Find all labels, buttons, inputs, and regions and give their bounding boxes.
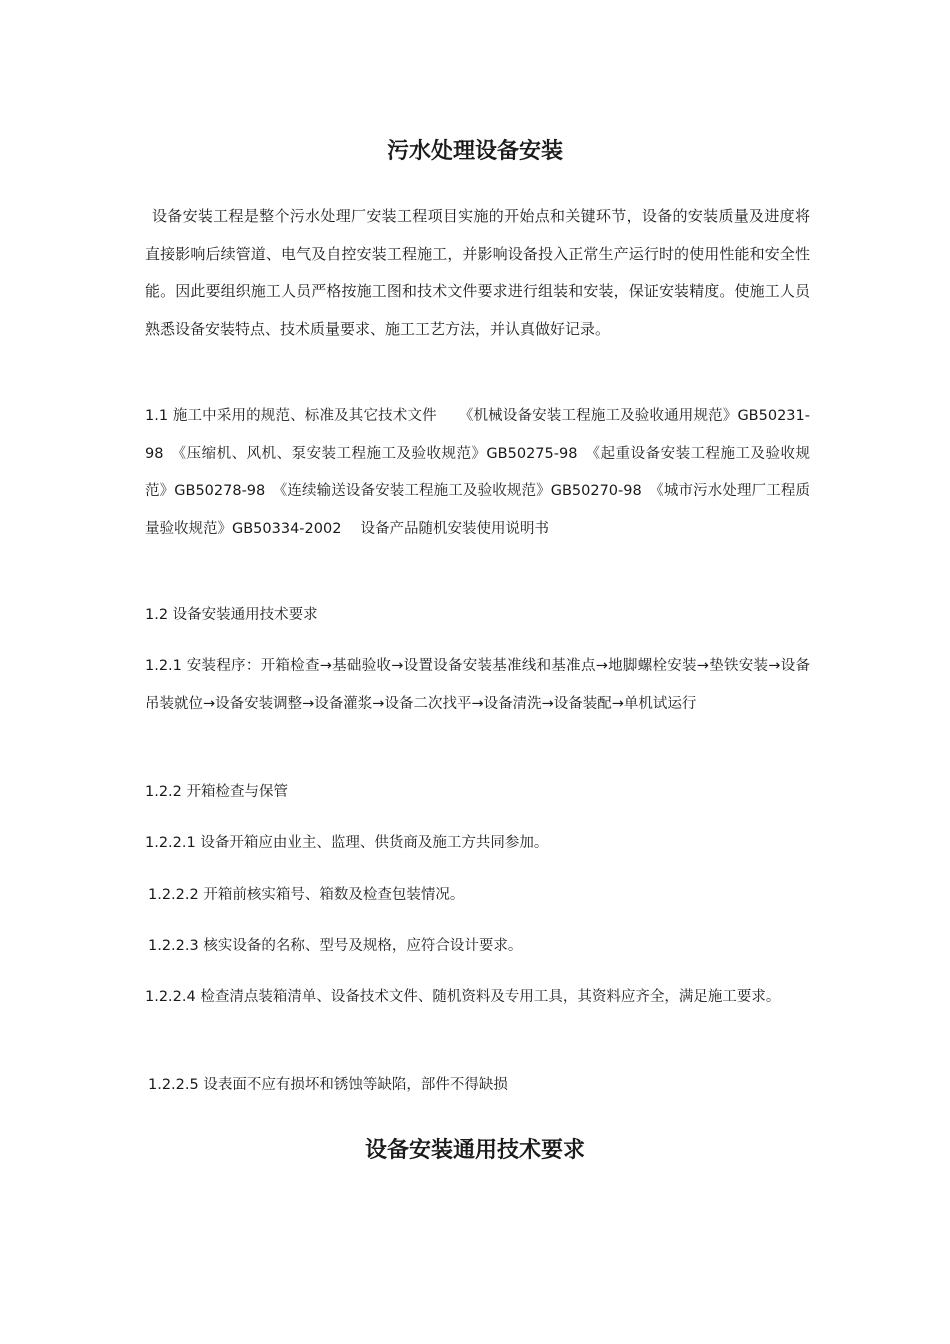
section-1-2-1-paragraph: 1.2.1 安装程序：开箱检查→基础验收→设置设备安装基准线和基准点→地脚螺栓安装→垫铁安装→设备吊装就位→设备安装调整→设备灌浆→设备二次找平→设备清洗→设备装配→单机试运行 [145, 658, 810, 712]
section-1-2-2-5-paragraph: 1.2.2.5 设表面不应有损坏和锈蚀等缺陷，部件不得缺损 [148, 1077, 508, 1093]
section-1-2-2-1-paragraph: 1.2.2.1 设备开箱应由业主、监理、供货商及施工方共同参加。 [145, 835, 549, 851]
section-heading-2: 设备安装通用技术要求 [364, 1137, 585, 1163]
document-title: 污水处理设备安装 [386, 138, 563, 164]
section-1-2-2-2-paragraph: 1.2.2.2 开箱前核实箱号、箱数及检查包装情况。 [148, 887, 465, 903]
section-1-2-2-3-paragraph: 1.2.2.3 核实设备的名称、型号及规格，应符合设计要求。 [148, 938, 523, 954]
section-1-2-heading: 1.2 设备安装通用技术要求 [145, 607, 318, 623]
intro-paragraph: 设备安装工程是整个污水处理厂安装工程项目实施的开始点和关键环节，设备的安装质量及进度将直接影响后续管道、电气及自控安装工程施工，并影响设备投入正常生产运行时的使用性能和安全性能。因此要组织施工人员严格按施工图和技术文件要求进行组装和安装，保证安装精度。使施工人员熟悉设备安装特点、技术质量要求、施工工艺方法，并认真做好记录。 [145, 207, 810, 338]
section-1-2-2-heading: 1.2.2 开箱检查与保管 [145, 784, 289, 800]
section-1-2-2-4-paragraph: 1.2.2.4 检查清点装箱清单、设备技术文件、随机资料及专用工具，其资料应齐全，满足施工要求。 [145, 989, 781, 1005]
section-1-1-paragraph: 1.1 施工中采用的规范、标准及其它技术文件 《机械设备安装工程施工及验收通用规范》GB50231-98 《压缩机、风机、泵安装工程施工及验收规范》GB50275-98 《起重设备安装工程施工及验收规范》GB50278-98 《连续输送设备安装工程施工及验收规范》GB50270-98 《城市污水处理厂工程质量验收规范》GB50334-2002 设备产品随机安装使用说明书 [145, 408, 810, 537]
